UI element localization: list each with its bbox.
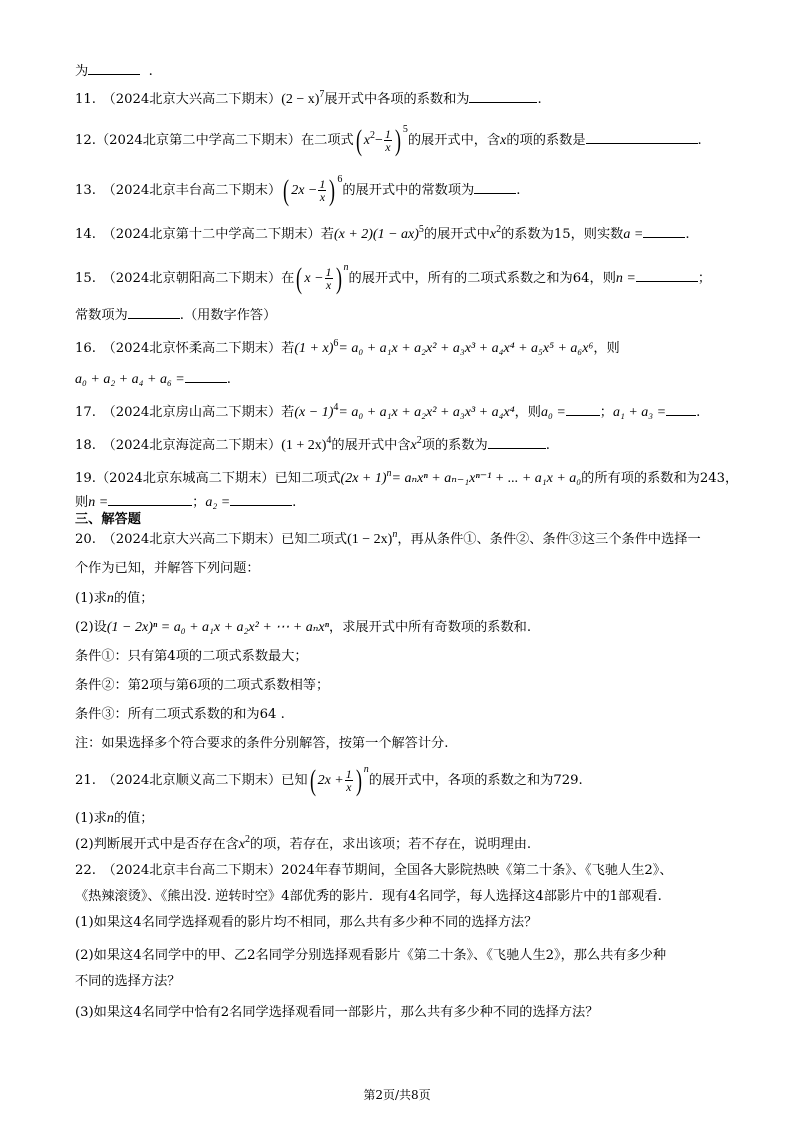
question-22-line2: 《热辣滚烫》、《熊出没. 逆转时空》4部优秀的影片．现有4名同学，每人选择这4部影片中的1部观看. bbox=[75, 889, 662, 904]
answer-blank bbox=[128, 306, 180, 319]
question-22-part3: (3)如果这4名同学中恰有2名同学选择观看同一部影片，那么共有多少种不同的选择方法？ bbox=[75, 1005, 599, 1020]
condition-1: 条件①：只有第4项的二项式系数最大； bbox=[75, 649, 308, 664]
question-18: 18. （2024北京海淀高二下期末）$(1 + 2x)^4$的展开式中含$x^2$项的系数为 . bbox=[75, 435, 550, 453]
question-20-part2: (2)设(1 − 2x)ⁿ = a₀ + a₁x + a₂x² + ⋯ + aₙxⁿ，求展开式中所有奇数项的系数和. bbox=[75, 620, 532, 635]
answer-blank bbox=[474, 181, 516, 194]
answer-blank bbox=[643, 225, 685, 238]
answer-blank bbox=[636, 269, 698, 282]
question-22-part2: (2)如果这4名同学中的甲、乙2名同学分别选择观看影片《第二十条》、《飞驰人生2》，那么共有多少种 bbox=[75, 948, 667, 963]
fraction: $\frac{1}{x}$ bbox=[325, 265, 332, 292]
question-19: 19.（2024北京东城高二下期末）已知二项式$(2x + 1)^n= a_nx^n + a_{n-1}x^{n-1}$ + ... + a₁x + a₀的所有项的系数和为243， bbox=[75, 468, 739, 486]
question-20-part1: (1)求n的值； bbox=[75, 591, 154, 606]
question-20: 20. （2024北京大兴高二下期末）已知二项式$(1 - 2x)^n$，再从条件①、条件②、条件③这三个条件中选择一 bbox=[75, 529, 701, 547]
fraction: $\frac{1}{x}$ bbox=[384, 127, 391, 154]
question-22: 22. （2024北京丰台高二下期末）2024年春节期间，全国各大影院热映《第二十条》、《飞驰人生2》、 bbox=[75, 863, 673, 878]
answer-blank bbox=[666, 403, 696, 416]
question-14: 14. （2024北京第十二中学高二下期末）若(x + 2)(1 − ax)$^5$的展开式中$x^2$的系数为15，则实数a = . bbox=[75, 224, 690, 242]
question-17: 17. （2024北京房山高二下期末）若$(x - 1)^4= a_0 + a_1x + a_2x^2 + a_3x^3 + a_4x^4$，则a₀ = ；a₁ + a₃ = . bbox=[75, 402, 701, 420]
condition-3: 条件③：所有二项式系数的和为64 . bbox=[75, 707, 285, 722]
section-heading: 三、解答题 bbox=[75, 512, 141, 527]
question-19-line2: 则n = ；a₂ = . bbox=[75, 495, 297, 510]
question-21-part2: (2)判断展开式中是否存在含$x^2$的项，若存在，求出该项；若不存在，说明理由. bbox=[75, 834, 532, 852]
question-15-line2: 常数项为 .（用数字作答） bbox=[75, 308, 277, 323]
page-footer: 第2页/共8页 bbox=[363, 1088, 431, 1102]
answer-blank bbox=[488, 436, 546, 449]
question-12: 12.（2024北京第二中学高二下期末）在二项式( $x^2-$ $\frac{1}{x}$ ) $^5$的展开式中，含x的项的系数是 . bbox=[75, 123, 702, 157]
condition-2: 条件②：第2项与第6项的二项式系数相等； bbox=[75, 678, 330, 693]
answer-blank bbox=[108, 493, 192, 506]
question-15: 15. （2024北京朝阳高二下期末）在( x − $\frac{1}{x}$ ) $^n$的展开式中，所有的二项式系数之和为64，则n = ； bbox=[75, 261, 712, 295]
fraction: $\frac{1}{x}$ bbox=[345, 767, 352, 794]
question-16: 16. （2024北京怀柔高二下期末）若$(1 + x)^6= a_0 + a_1x + a_2x^2 + a_3x^3 + a_4x^4 + a_5x^5 + a_6x^6$，则 bbox=[75, 338, 620, 356]
answer-blank bbox=[230, 493, 292, 506]
question-22-part1: (1)如果这4名同学选择观看的影片均不相同，那么共有多少种不同的选择方法？ bbox=[75, 915, 538, 930]
question-11: 11. （2024北京大兴高二下期末）$(2 - x)^7$展开式中各项的系数和为 . bbox=[75, 89, 542, 107]
question-22-part2-line2: 不同的选择方法？ bbox=[75, 974, 181, 989]
q10-tail: 为 . bbox=[75, 64, 153, 79]
question-21-part1: (1)求n的值； bbox=[75, 811, 154, 826]
answer-blank bbox=[566, 403, 600, 416]
fraction: $\frac{1}{x}$ bbox=[319, 177, 326, 204]
answer-blank bbox=[185, 370, 227, 383]
note: 注：如果选择多个符合要求的条件分别解答，按第一个解答计分. bbox=[75, 736, 449, 751]
answer-blank bbox=[88, 62, 140, 75]
question-16-line2: a₀ + a₂ + a₄ + a₆ = . bbox=[75, 372, 231, 387]
answer-blank bbox=[586, 131, 698, 144]
question-20-line2: 个作为已知，并解答下列问题： bbox=[75, 561, 260, 576]
question-13: 13. （2024北京丰台高二下期末）( 2x − $\frac{1}{x}$ ) $^6$的展开式中的常数项为 . bbox=[75, 173, 521, 207]
question-21: 21. （2024北京顺义高二下期末）已知( 2x + $\frac{1}{x}$ ) $^n$的展开式中，各项的系数之和为729. bbox=[75, 763, 583, 797]
answer-blank bbox=[469, 90, 537, 103]
